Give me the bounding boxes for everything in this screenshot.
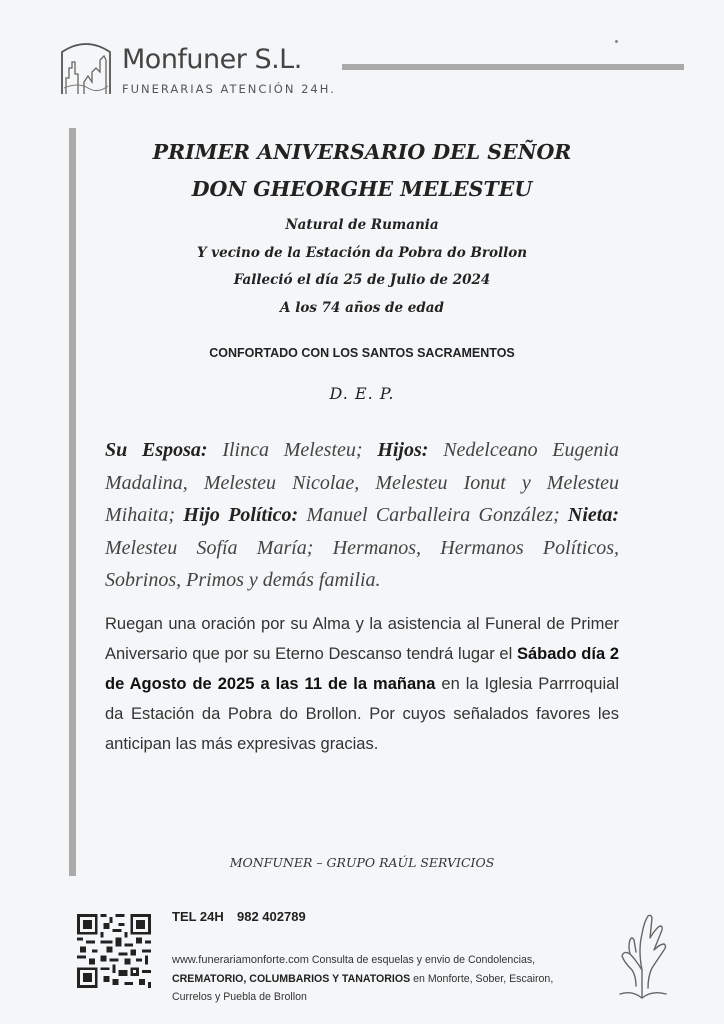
dep-line: D. E. P. xyxy=(329,384,395,403)
family-paragraph xyxy=(105,434,619,597)
request-outro: en la Iglesia Parrroquial da Estación da Pobra do Brollon. Por cuyos señalados favores les anticipan las más expresivas gracias. xyxy=(105,675,619,753)
praying-hands-icon xyxy=(612,910,672,1002)
residence-line: Y vecino de la Estación da Pobra do Brollon xyxy=(196,244,528,261)
son-in-law-name: Manuel Carballeira González; xyxy=(298,504,568,526)
footer-text-2: en Monforte, Sober, Escairon, Currelos y Puebla de Brollon xyxy=(172,972,554,1003)
wife-name: Ilinca Melesteu; xyxy=(207,439,378,461)
footer-text-1: Consulta de esquelas y envio de Condolencias, xyxy=(308,954,536,966)
family-rest: Melesteu Sofía María; Hermanos, Hermanos Políticos, Sobrinos, Primos y demás familia. xyxy=(105,536,619,591)
sacraments-line: CONFORTADO CON LOS SANTOS SACRAMENTOS xyxy=(209,346,515,360)
funeral-request-paragraph xyxy=(105,609,619,759)
title-line-1: PRIMER ANIVERSARIO DEL SEÑOR xyxy=(152,140,572,164)
header-divider xyxy=(342,64,684,70)
wife-label: Su Esposa: xyxy=(105,439,208,461)
children-label: Hijos: xyxy=(377,439,429,461)
left-border-bar xyxy=(69,128,76,876)
brand-name: Monfuner S.L. xyxy=(122,44,302,75)
paper-speck xyxy=(615,40,618,43)
footer-info xyxy=(172,951,592,1007)
group-signature: MONFUNER – GRUPO RAÚL SERVICIOS xyxy=(229,855,495,870)
qr-code-icon xyxy=(77,914,151,988)
title-line-2: DON GHEORGHE MELESTEU xyxy=(191,177,533,201)
death-date-line: Falleció el día 25 de Julio de 2024 xyxy=(233,272,491,288)
son-in-law-label: Hijo Político: xyxy=(183,504,299,526)
age-line: A los 74 años de edad xyxy=(280,299,444,316)
funeral-datetime: Sábado día 2 de Agosto de 2025 a las 11 de la mañana xyxy=(105,645,620,693)
monfuner-logo-icon xyxy=(58,38,114,96)
brand-subtitle: FUNERARIAS ATENCIÓN 24H. xyxy=(122,82,336,96)
children-names: Nedelceano Eugenia Madalina, Melesteu Nicolae, Melesteu Ionut y Melesteu Mihaita; xyxy=(105,439,619,526)
tel-label: TEL 24H xyxy=(172,909,224,924)
request-intro: Ruegan una oración por su Alma y la asistencia al Funeral de Primer Aniversario que por su Eterno Descanso tendrá lugar el xyxy=(105,615,619,663)
deceased-info xyxy=(80,212,644,322)
origin-line: Natural de Rumania xyxy=(285,217,439,233)
granddaughter-label: Nieta: xyxy=(567,504,619,526)
footer-services: CREMATORIO, COLUMBARIOS Y TANATORIOS xyxy=(172,972,411,985)
website-link[interactable]: www.funerariamonforte.com xyxy=(172,954,309,966)
tel-number: 982 402789 xyxy=(237,909,306,924)
